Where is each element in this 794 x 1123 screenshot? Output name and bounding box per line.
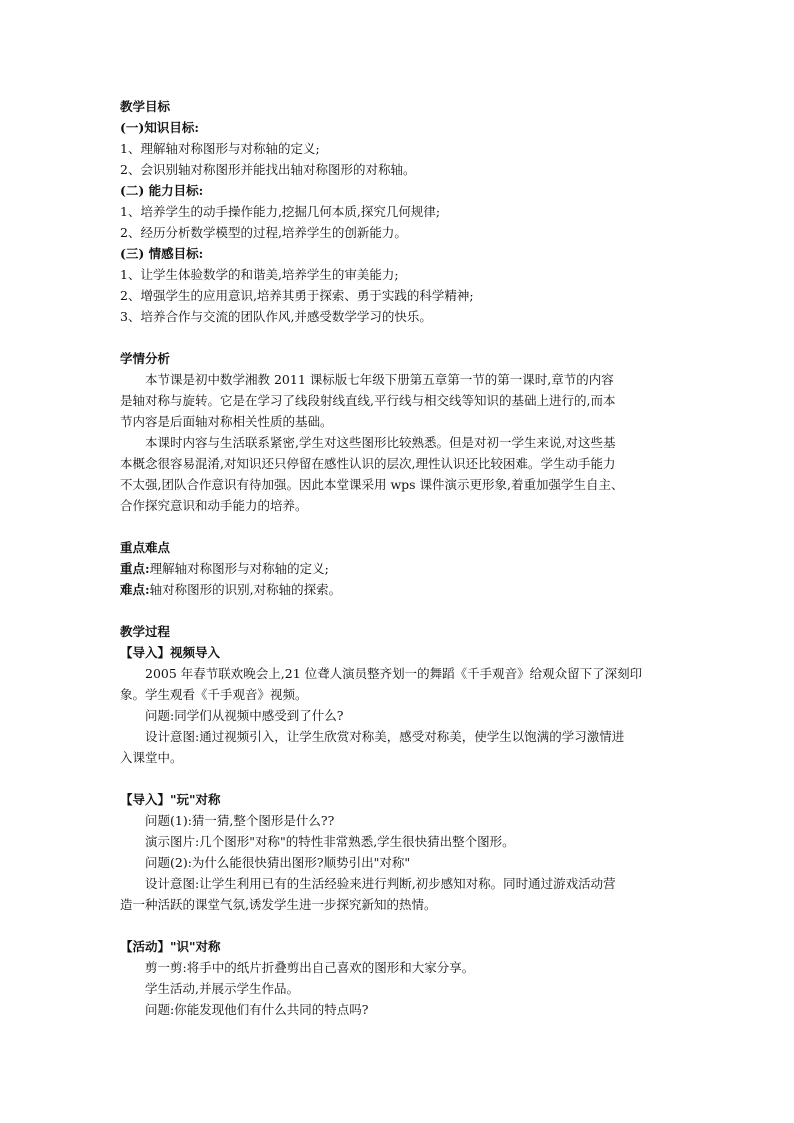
intro-line: 2005 年春节联欢晚会上,21 位聋人演员整齐划一的舞蹈《千手观音》给观众留下了深刻印 <box>145 666 643 681</box>
play-line: 问题(1):猜一猜,整个图形是什么?? <box>145 813 335 828</box>
objectives-heading: 教学目标 <box>120 99 171 114</box>
analysis-line: 合作探究意识和动手能力的培养。 <box>120 498 308 513</box>
analysis-line: 本课时内容与生活联系紧密,学生对这些图形比较熟悉。但是对初一学生来说,对这些基 <box>145 435 616 450</box>
activity-heading: 【活动】"识"对称 <box>120 939 221 954</box>
ability-heading: (二) 能力目标: <box>120 183 204 198</box>
intro-line: 设计意图:通过视频引入，让学生欣赏对称美，感受对称美，使学生以饱满的学习激情进 <box>145 729 625 744</box>
play-line: 造一种活跃的课堂气氛,诱发学生进一步探究新知的热情。 <box>120 897 437 912</box>
play-line: 问题(2):为什么能很快猜出图形?顺势引出"对称" <box>145 855 411 870</box>
knowledge-item-2: 2、会识别轴对称图形并能找出轴对称图形的对称轴。 <box>120 162 416 177</box>
analysis-line: 节内容是后面轴对称相关性质的基础。 <box>120 414 333 429</box>
analysis-line: 不太强,团队合作意识有待加强。因此本堂课采用 wps 课件演示更形象,着重加强学生自主、 <box>120 477 624 492</box>
knowledge-heading: (一)知识目标: <box>120 120 199 135</box>
analysis-line: 本概念很容易混淆,对知识还只停留在感性认识的层次,理性认识还比较困难。学生动手能力 <box>120 456 616 471</box>
intro-heading: 【导入】视频导入 <box>120 645 221 660</box>
intro-line: 问题:同学们从视频中感受到了什么? <box>145 708 344 723</box>
activity-line: 剪一剪:将手中的纸片折叠剪出自己喜欢的图形和大家分享。 <box>145 960 475 975</box>
analysis-heading: 学情分析 <box>120 351 171 366</box>
play-line: 演示图片:几个图形"对称"的特性非常熟悉,学生很快猜出整个图形。 <box>145 834 515 849</box>
analysis-line: 是轴对称与旋转。它是在学习了线段射线直线,平行线与相交线等知识的基础上进行的,而本 <box>120 393 616 408</box>
spacer <box>120 516 680 537</box>
analysis-line: 本节课是初中数学湘教 2011 课标版七年级下册第五章第一节的第一课时,章节的内容 <box>145 372 614 387</box>
spacer <box>120 327 680 348</box>
emotion-item-3: 3、培养合作与交流的团队作风,并感受数学学习的快乐。 <box>120 309 432 324</box>
play-line: 设计意图:让学生利用已有的生活经验来进行判断,初步感知对称。同时通过游戏活动营 <box>145 876 616 891</box>
key-text: 理解轴对称图形与对称轴的定义; <box>149 561 329 576</box>
spacer <box>120 768 680 789</box>
difficult-label: 难点: <box>120 582 150 597</box>
activity-line: 问题:你能发现他们有什么共同的特点吗? <box>145 1002 369 1017</box>
process-heading: 教学过程 <box>120 624 171 639</box>
ability-item-2: 2、经历分析数学模型的过程,培养学生的创新能力。 <box>120 225 407 240</box>
play-heading: 【导入】"玩"对称 <box>120 792 221 807</box>
difficult-text: 轴对称图形的识别,对称轴的探索。 <box>149 582 342 597</box>
key-point-line <box>120 558 680 579</box>
key-label: 重点: <box>120 561 150 576</box>
document-page <box>120 96 680 1020</box>
knowledge-item-1: 1、理解轴对称图形与对称轴的定义; <box>120 141 320 156</box>
ability-item-1: 1、培养学生的动手操作能力,挖掘几何本质,探究几何规律; <box>120 204 441 219</box>
emotion-heading: (三) 情感目标: <box>120 246 204 261</box>
spacer <box>120 915 680 936</box>
difficult-point-line <box>120 579 680 600</box>
emotion-item-1: 1、让学生体验数学的和谐美,培养学生的审美能力; <box>120 267 399 282</box>
intro-line: 象。学生观看《千手观音》视频。 <box>120 687 308 702</box>
key-points-heading: 重点难点 <box>120 540 171 555</box>
emotion-item-2: 2、增强学生的应用意识,培养其勇于探索、勇于实践的科学精神; <box>120 288 474 303</box>
activity-line: 学生活动,并展示学生作品。 <box>145 981 299 996</box>
intro-line: 入课堂中。 <box>120 750 183 765</box>
spacer <box>120 600 680 621</box>
